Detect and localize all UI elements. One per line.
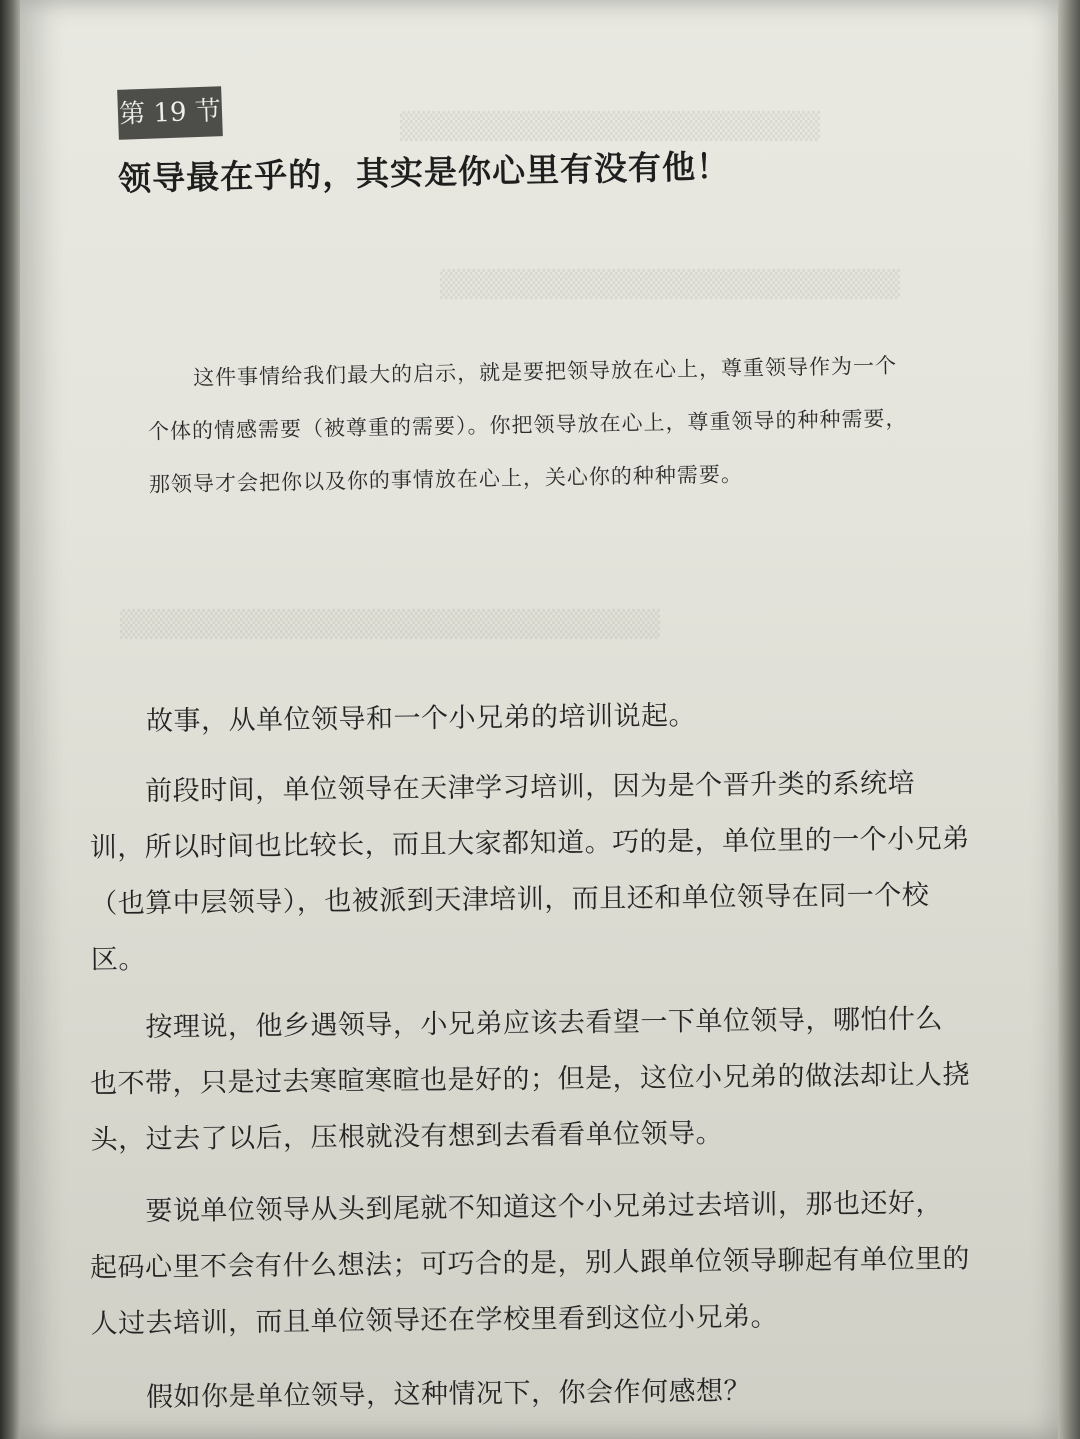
page-edge-shadow (1058, 0, 1080, 1439)
paragraph: 按理说，他乡遇领导，小兄弟应该去看望一下单位领导，哪怕什么也不带，只是过去寒暄寒暄也是好的；但是，这位小兄弟的做法却让人挠头，过去了以后，压根就没有想到去看看单位领导。 (89, 1003, 971, 1156)
paragraph: 前段时间，单位领导在天津学习培训，因为是个晋升类的系统培训，所以时间也比较长，而且大家都知道。巧的是，单位里的一个小兄弟（也算中层领导），也被派到天津培训，而且还和单位领导在同一个校区。 (89, 767, 970, 976)
paragraph: 假如你是单位领导，这种情况下，你会作何感想？ (145, 1375, 752, 1414)
bleed-through-text: ▒▒▒▒▒▒▒▒▒▒▒▒▒▒▒▒▒▒▒▒▒▒▒ (440, 270, 900, 300)
quote-block: 这件事情给我们最大的启示，就是要把领导放在心上，尊重领导作为一个个体的情感需要（被尊重的需要）。你把领导放在心上，尊重领导的种种需要，那领导才会把你以及你的事情放在心上，关心你的种种需要。 (147, 353, 908, 497)
section-title: 领导最在乎的，其实是你心里有没有他！ (117, 146, 731, 199)
bleed-through-text: ▒▒▒▒▒▒▒▒▒▒▒▒▒▒▒▒▒▒▒▒▒ (400, 112, 820, 142)
bleed-through-text: ▒▒▒▒▒▒▒▒▒▒▒▒▒▒▒▒▒▒▒▒▒▒▒▒▒▒▒ (120, 610, 660, 640)
paragraph: 故事，从单位领导和一个小兄弟的培训说起。 (145, 700, 697, 738)
book-spine-shadow (0, 0, 20, 1439)
section-badge: 第 19 节 (117, 86, 223, 140)
paragraph: 要说单位领导从头到尾就不知道这个小兄弟过去培训，那也还好，起码心里不会有什么想法；可巧合的是，别人跟单位领导聊起有单位里的人过去培训，而且单位领导还在学校里看到这位小兄弟。 (89, 1187, 971, 1340)
